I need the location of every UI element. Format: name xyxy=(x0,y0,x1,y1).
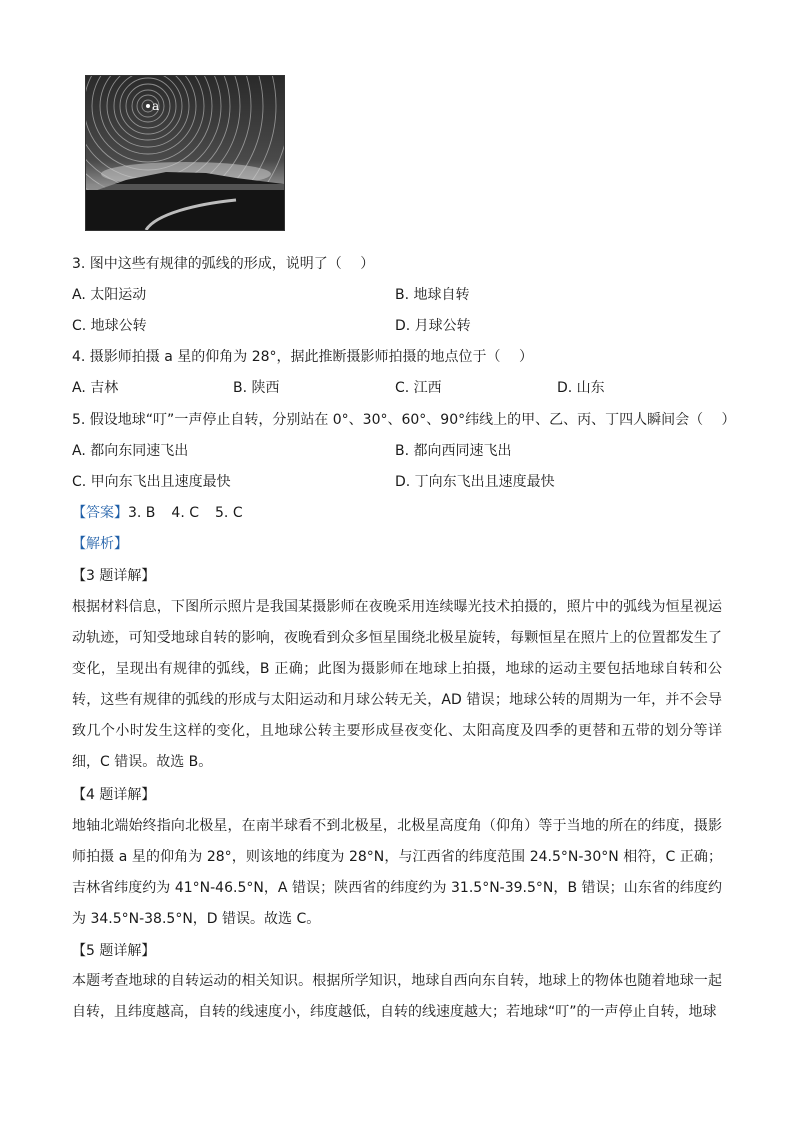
q4-option-c: C. 江西 xyxy=(395,380,442,396)
q4-option-b: B. 陕西 xyxy=(233,380,280,396)
star-trail-image xyxy=(86,76,284,230)
q3-option-a: A. 太阳运动 xyxy=(72,287,147,303)
answer-row xyxy=(72,504,243,522)
q5-option-b: B. 都向西同速飞出 xyxy=(395,443,512,459)
detail4-text: 地轴北端始终指向北极星，在南半球看不到北极星，北极星高度角（仰角）等于当地的所在的纬度，摄影师拍摄 a 星的仰角为 28°，则该地的纬度为 28°N，与江西省的纬度范围 24.5°N-30°N 相符，C 正确；吉林省纬度约为 41°N-46.5°N，A 错误；陕西省的纬度约为 31.5°N-39.5°N，B 错误；山东省的纬度约为 34.5°N-38.5°N，D 错误。故选 C。 xyxy=(72,818,722,927)
q3-option-d: D. 月球公转 xyxy=(395,318,471,334)
answer-item-3: 3. B xyxy=(128,505,156,521)
answer-item-5: 5. C xyxy=(215,505,243,521)
analysis-label: 【解析】 xyxy=(72,536,128,552)
q4-option-d: D. 山东 xyxy=(557,380,605,396)
q4-stem: 4. 摄影师拍摄 a 星的仰角为 28°，据此推断摄影师拍摄的地点位于（ ） xyxy=(72,349,534,365)
q3-option-b: B. 地球自转 xyxy=(395,287,470,303)
q4-option-a: A. 吉林 xyxy=(72,380,119,396)
detail3-label: 【3 题详解】 xyxy=(72,568,156,584)
detail3-text: 根据材料信息，下图所示照片是我国某摄影师在夜晚采用连续曝光技术拍摄的，照片中的弧线为恒星视运动轨迹，可知受地球自转的影响，夜晚看到众多恒星围绕北极星旋转，每颗恒星在照片上的位置都发生了变化，呈现出有规律的弧线，B 正确；此图为摄影师在地球上拍摄，地球的运动主要包括地球自转和公转，这些有规律的弧线的形成与太阳运动和月球公转无关，AD 错误；地球公转的周期为一年，并不会导致几个小时发生这样的变化，且地球公转主要形成昼夜变化、太阳高度及四季的更替和五带的划分等详细，C 错误。故选 B。 xyxy=(72,599,722,770)
detail4-label: 【4 题详解】 xyxy=(72,787,156,803)
answer-label: 【答案】 xyxy=(72,505,128,521)
detail5-text: 本题考查地球的自转运动的相关知识。根据所学知识，地球自西向东自转，地球上的物体也随着地球一起自转，且纬度越高，自转的线速度小，纬度越低，自转的线速度越大；若地球“叮”的一声停止自转，地球 xyxy=(72,973,722,1020)
detail5-label: 【5 题详解】 xyxy=(72,943,156,959)
q3-stem: 3. 图中这些有规律的弧线的形成，说明了（ ） xyxy=(72,256,375,272)
q5-stem: 5. 假设地球“叮”一声停止自转，分别站在 0°、30°、60°、90°纬线上的甲、乙、丙、丁四人瞬间会（ ） xyxy=(72,412,736,428)
star-a-dot xyxy=(146,104,150,108)
answer-item-4: 4. C xyxy=(171,505,200,521)
q3-option-c: C. 地球公转 xyxy=(72,318,147,334)
q5-option-a: A. 都向东同速飞出 xyxy=(72,443,189,459)
star-trail-photo xyxy=(85,75,285,231)
q5-option-c: C. 甲向东飞出且速度最快 xyxy=(72,474,231,490)
star-a-label: a xyxy=(152,99,160,113)
q5-option-d: D. 丁向东飞出且速度最快 xyxy=(395,474,555,490)
